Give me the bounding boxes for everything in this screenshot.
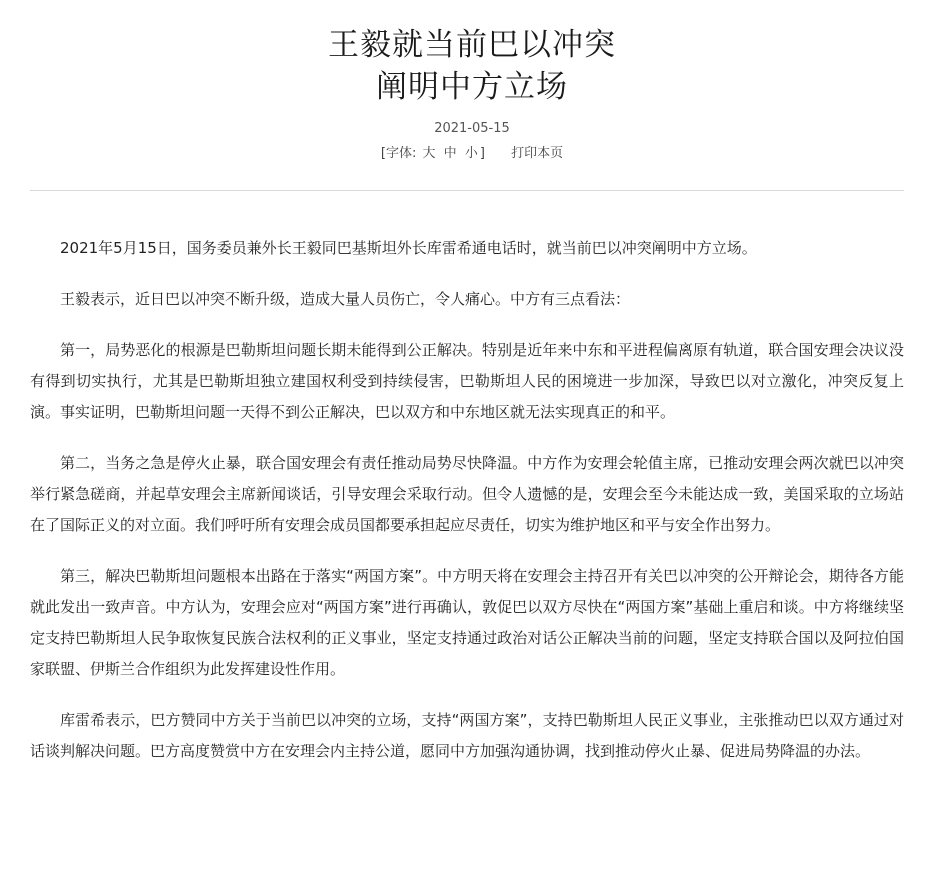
divider (30, 190, 904, 191)
paragraph: 第三，解决巴勒斯坦问题根本出路在于落实“两国方案”。中方明天将在安理会主持召开有关巴以冲突的公开辩论会，期待各方能就此发出一致声音。中方认为，安理会应对“两国方案”进行再确认，敦促巴以双方尽快在“两国方案”基础上重启和谈。中方将继续坚定支持巴勒斯坦人民争取恢复民族合法权利的正义事业，坚定支持通过政治对话公正解决当前的问题，坚定支持联合国以及阿拉伯国家联盟、伊斯兰合作组织为此发挥建设性作用。 (30, 567, 904, 678)
paragraph: 库雷希表示，巴方赞同中方关于当前巴以冲突的立场，支持“两国方案”，支持巴勒斯坦人民正义事业，主张推动巴以双方通过对话谈判解决问题。巴方高度赞赏中方在安理会内主持公道，愿同中方加强沟通协调，找到推动停火止暴、促进局势降温的办法。 (30, 711, 904, 760)
paragraph: 2021年5月15日，国务委员兼外长王毅同巴基斯坦外长库雷希通电话时，就当前巴以冲突阐明中方立场。 (60, 239, 757, 257)
article-body (30, 233, 904, 767)
article-tools (30, 144, 914, 164)
font-size-selector (381, 144, 485, 164)
title-line-1: 王毅就当前巴以冲突 (328, 27, 616, 63)
publish-date: 2021-05-15 (434, 121, 510, 136)
article (30, 0, 914, 787)
paragraph: 第一，局势恶化的根源是巴勒斯坦问题长期未能得到公正解决。特别是近年来中东和平进程偏离原有轨道，联合国安理会决议没有得到切实执行，尤其是巴勒斯坦独立建国权利受到持续侵害，巴勒斯坦人民的困境进一步加深，导致巴以对立激化，冲突反复上演。事实证明，巴勒斯坦问题一天得不到公正解决，巴以双方和中东地区就无法实现真正的和平。 (30, 341, 904, 421)
font-size-label-close: ] (479, 146, 485, 161)
paragraph: 第二，当务之急是停火止暴，联合国安理会有责任推动局势尽快降温。中方作为安理会轮值主席，已推动安理会两次就巴以冲突举行紧急磋商，并起草安理会主席新闻谈话，引导安理会采取行动。但令人遗憾的是，安理会至今未能达成一致，美国采取的立场站在了国际正义的对立面。我们呼吁所有安理会成员国都要承担起应尽责任，切实为维护地区和平与安全作出努力。 (30, 454, 904, 534)
font-small-link[interactable]: 小 (464, 146, 478, 161)
print-link[interactable]: 打印本页 (511, 146, 564, 161)
font-size-label: [字体: (380, 146, 417, 161)
paragraph: 王毅表示，近日巴以冲突不断升级，造成大量人员伤亡，令人痛心。中方有三点看法： (60, 290, 631, 308)
font-large-link[interactable]: 大 (422, 146, 436, 161)
title-line-2: 阐明中方立场 (376, 69, 568, 105)
article-title (30, 24, 914, 108)
title-block (30, 0, 914, 164)
font-medium-link[interactable]: 中 (443, 146, 457, 161)
